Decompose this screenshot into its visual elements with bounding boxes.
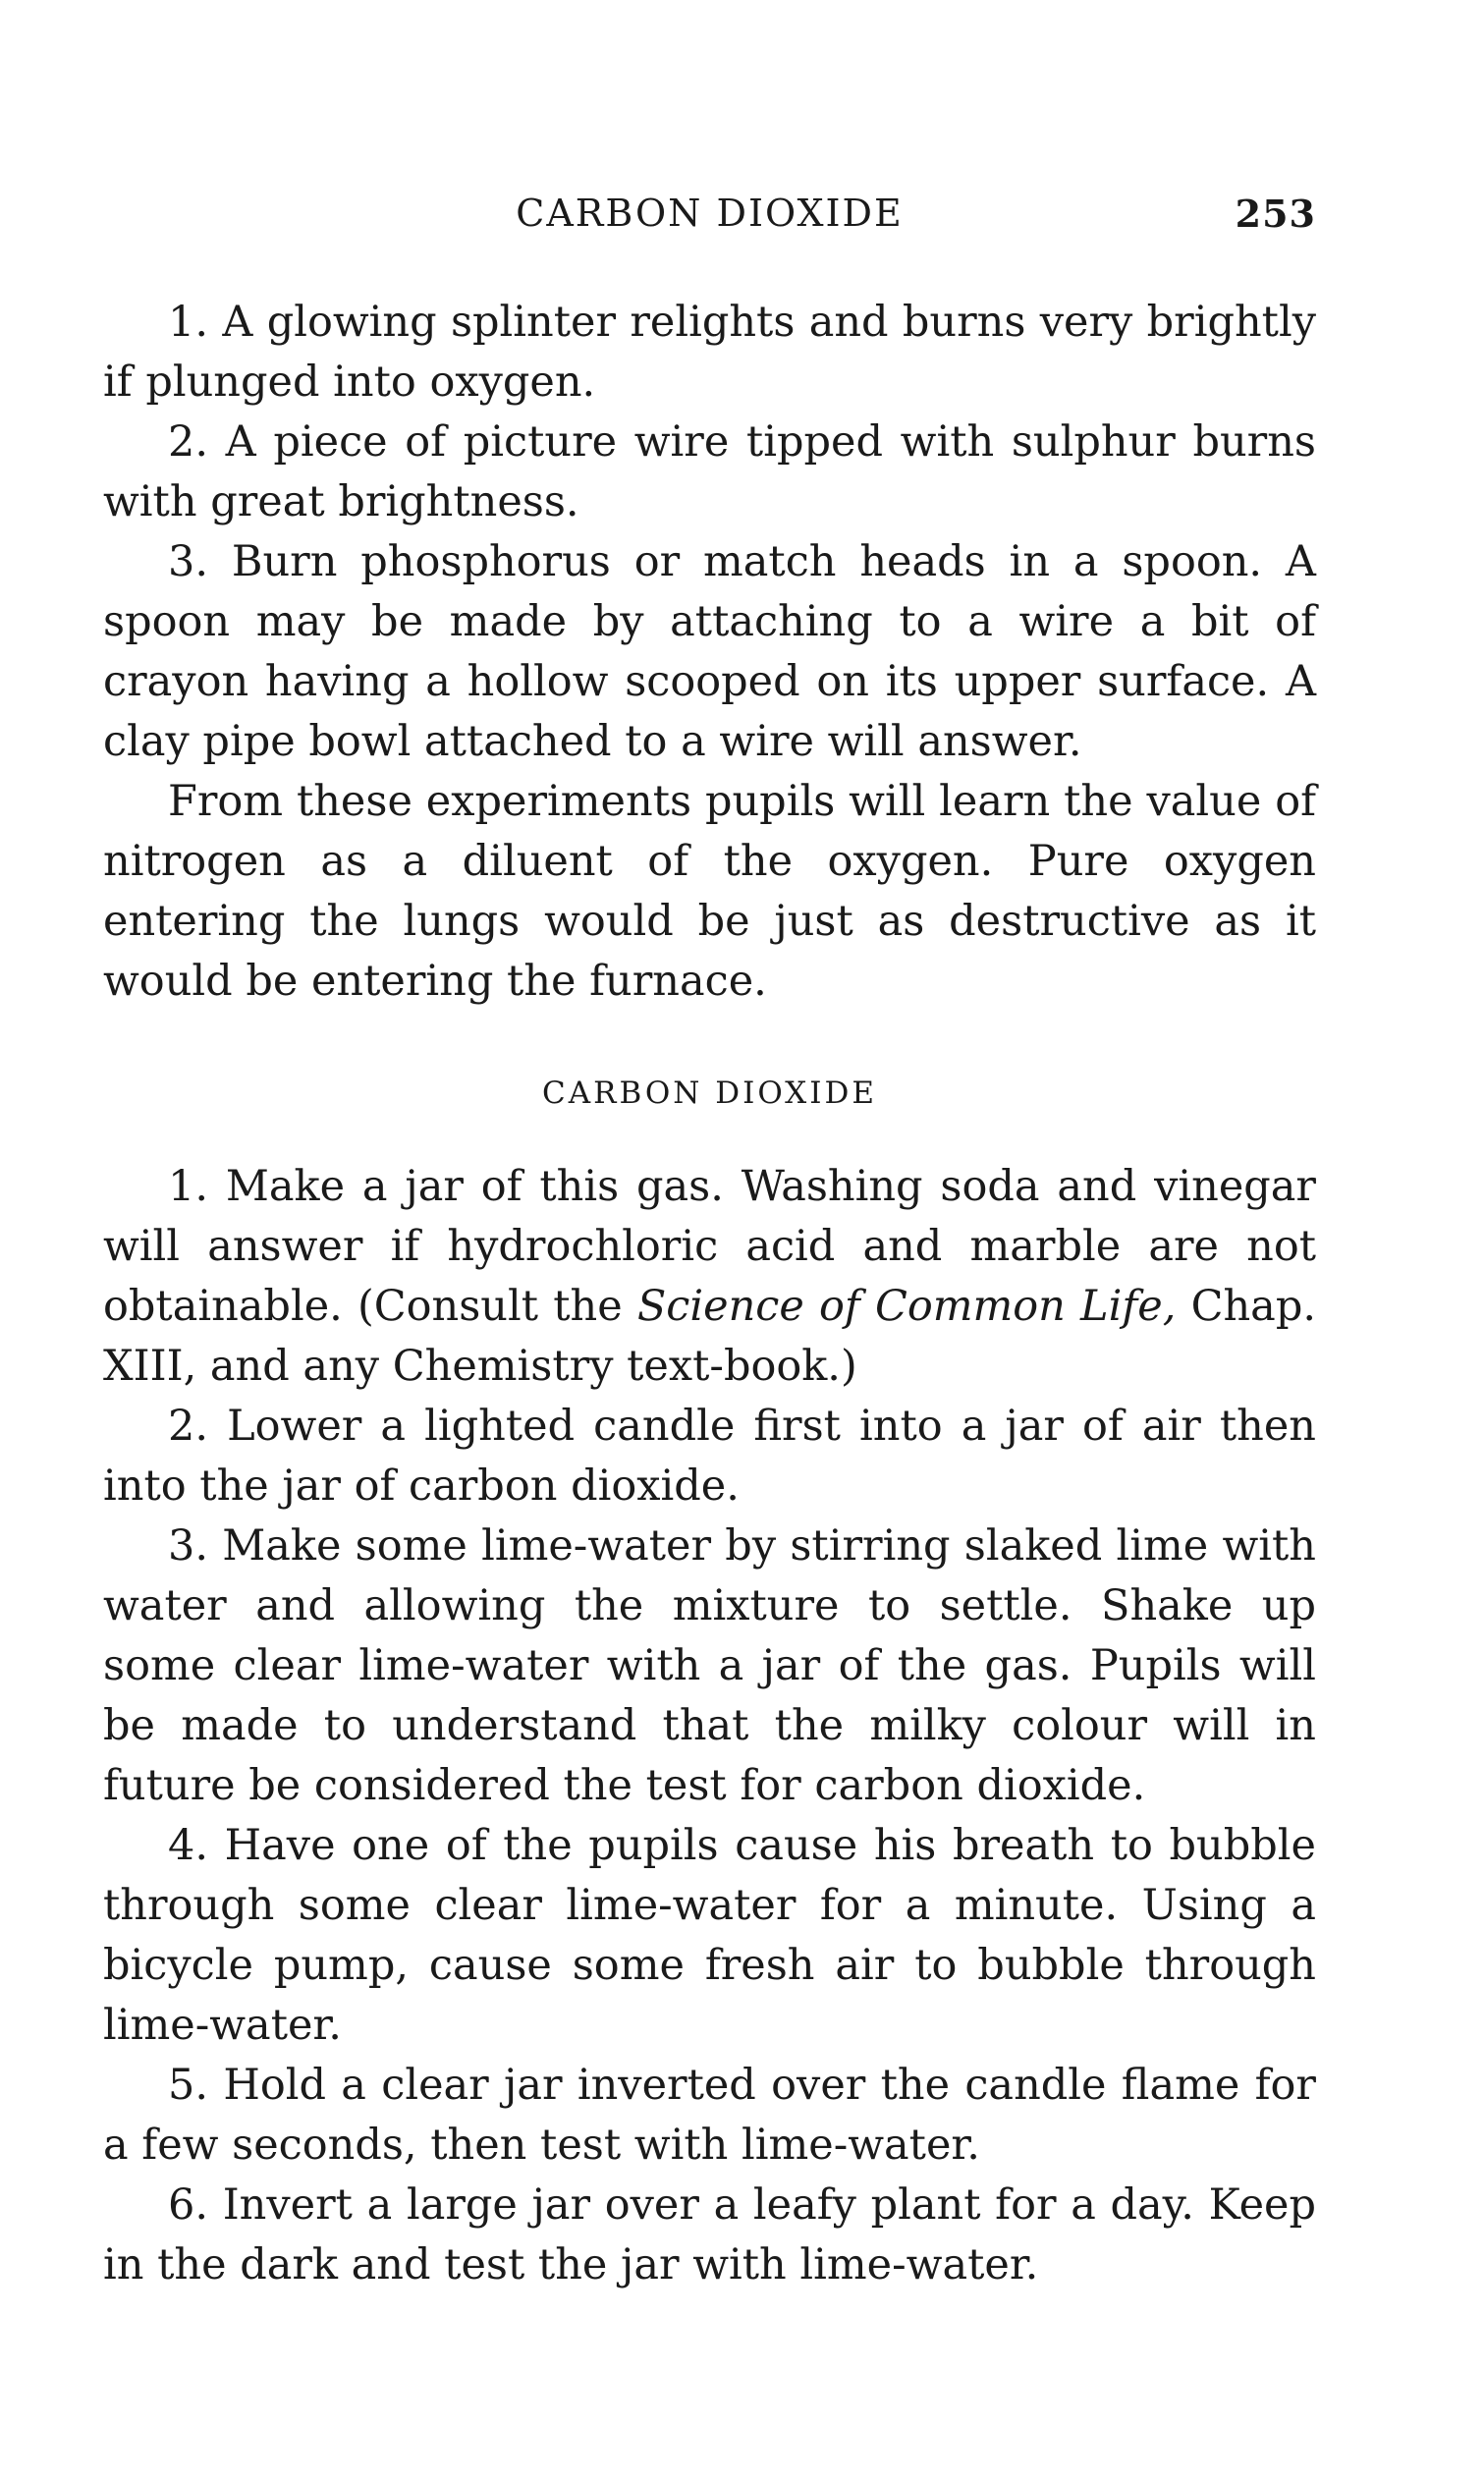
paragraph: From these experiments pupils will learn the value of nitrogen as a diluent of the oxygen. Pure oxygen entering the lungs would be just as destructive as it would be entering the furnace. bbox=[103, 777, 1316, 1006]
carbon-dioxide-experiments bbox=[103, 1157, 1316, 2295]
paragraph-text: 1. Make a jar of this gas. Washing soda and vinegar will answer if hydrochloric acid and marble are not obtainable. (Consult the bbox=[103, 1162, 1316, 1331]
running-head bbox=[103, 192, 1316, 250]
paragraph: 5. Hold a clear jar inverted over the candle flame for a few seconds, then test with lime-water. bbox=[103, 2061, 1316, 2170]
paragraph: 2. Lower a lighted candle first into a jar of air then into the jar of carbon dioxide. bbox=[103, 1402, 1316, 1511]
page-number: 253 bbox=[1235, 192, 1316, 236]
book-title: Science of Common Life, bbox=[636, 1282, 1177, 1331]
paragraph: 4. Have one of the pupils cause his breath to bubble through some clear lime-water for a minute. Using a bicycle pump, cause some fresh air to bubble through lime-water. bbox=[103, 1821, 1316, 2050]
paragraph: 3. Burn phosphorus or match heads in a spoon. A spoon may be made by attaching to a wire a bit of crayon having a hollow scooped on its upper surface. A clay pipe bowl attached to a wire will answer. bbox=[103, 537, 1316, 766]
paragraph: 2. A piece of picture wire tipped with sulphur burns with great brightness. bbox=[103, 417, 1316, 526]
paragraph: 3. Make some lime-water by stirring slaked lime with water and allowing the mixture to settle. Shake up some clear lime-water with a jar of the gas. Pupils will be made to understand that the milky colour will in future be considered the test for carbon dioxide. bbox=[103, 1521, 1316, 1810]
paragraph-text: Chap. XIII, and any Chemistry text-book.) bbox=[103, 1282, 1317, 1391]
running-head-title: CARBON DIOXIDE bbox=[516, 192, 904, 235]
oxygen-experiments bbox=[103, 293, 1316, 1012]
paragraph: 1. A glowing splinter relights and burns very brightly if plunged into oxygen. bbox=[103, 298, 1316, 407]
section-heading: CARBON DIOXIDE bbox=[542, 1076, 877, 1111]
paragraph: 6. Invert a large jar over a leafy plant for a day. Keep in the dark and test the jar with lime-water. bbox=[103, 2180, 1316, 2289]
paragraph bbox=[103, 1157, 1316, 1397]
